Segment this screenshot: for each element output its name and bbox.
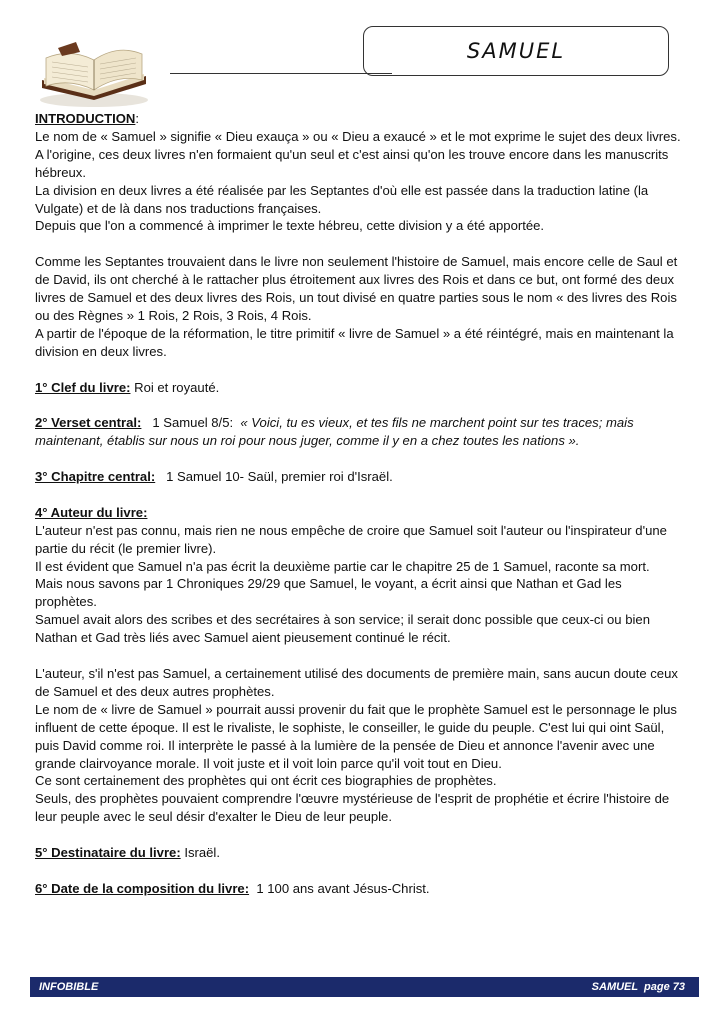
author-paragraph: Le nom de « livre de Samuel » pourrait aussi provenir du fait que le prophète Samuel est le personnage le plus influent de cette époque. Il est le rivaliste, le sophiste, le conseiller, le guide du peuple. C'est lui qui oint Saül, puis David comme roi. Il interprète le passé à la lumière de la pensée de Dieu et annonce l'avenir avec une grande clairvoyance morale. Il voit juste et il voit loin parce qu'il voit tout en Dieu. [35, 701, 677, 771]
section-heading: 6° Date de la composition du livre: [35, 880, 250, 896]
intro-heading-line [35, 110, 687, 128]
page-title: SAMUEL [466, 39, 566, 63]
section-text: 1 Samuel 10- Saül, premier roi d'Israël. [155, 469, 393, 485]
verse-reference: 1 Samuel 8/5: [141, 415, 241, 431]
intro-paragraph: La division en deux livres a été réalisée par les Septantes d'où elle est passée dans la traduction latine (la Vulgate) et de là dans nos traductions françaises. [35, 182, 649, 216]
section-text: 1 100 ans avant Jésus-Christ. [249, 880, 430, 896]
footer-right: SAMUEL page 73 [591, 981, 685, 993]
author-paragraph: L'auteur, s'il n'est pas Samuel, a certainement utilisé des documents de première main, sans aucun doute ceux de Samuel et des deux autres prophètes. [35, 666, 678, 699]
section-heading: 5° Destinataire du livre: [35, 845, 181, 861]
page-footer [30, 977, 699, 997]
document-body [35, 110, 687, 898]
intro-paragraph: A l'origine, ces deux livres n'en formaient qu'un seul et c'est ainsi qu'on les trouve encore dans les manuscrits hébreux. [35, 146, 669, 180]
section-date [35, 880, 687, 898]
section-key [35, 379, 687, 397]
intro-heading-suffix: : [135, 111, 140, 126]
section-heading: 3° Chapitre central: [35, 469, 156, 485]
intro-paragraph: Le nom de « Samuel » signifie « Dieu exauça » ou « Dieu a exaucé » et le mot exprime le sujet des deux livres. [35, 128, 681, 144]
open-book-icon [36, 40, 152, 108]
intro-paragraph: Comme les Septantes trouvaient dans le livre non seulement l'histoire de Samuel, mais encore celle de Saul et de David, ils ont cherché à le rattacher plus étroitement aux livres des Rois et dans ce but, ont formé des deux livres de Samuel et des deux livres des Rois, un tout divisé en quatre parties sous le nom « des livres des Rois ou des Règnes » 1 Rois, 2 Rois, 3 Rois, 4 Rois. [35, 254, 678, 323]
author-paragraph: L'auteur n'est pas connu, mais rien ne nous empêche de croire que Samuel soit l'auteur ou l'inspirateur d'une partie du récit (le premier livre). [35, 522, 667, 556]
intro-heading: INTRODUCTION [35, 111, 136, 126]
intro-paragraph: A partir de l'époque de la réformation, le titre primitif « livre de Samuel » a été réintégré, mais en maintenant la division en deux livres. [35, 325, 674, 359]
section-heading: 2° Verset central: [35, 415, 142, 431]
section-chapter [35, 468, 687, 486]
section-verse [35, 414, 687, 450]
author-paragraph: Seuls, des prophètes pouvaient comprendre l'œuvre mystérieuse de l'esprit de prophétie et écrire l'histoire de leur peuple avec le seul désir d'exalter le Dieu de leur peuple. [35, 791, 670, 825]
section-text: Roi et royauté. [130, 379, 220, 395]
author-paragraph: Samuel avait alors des scribes et des secrétaires à son service; il serait donc possible que ceux-ci ou bien Nathan et Gad très liés avec Samuel aient pieusement continué le récit. [35, 612, 650, 646]
section-text: Israël. [180, 845, 220, 861]
header-rule [170, 73, 392, 74]
verse-quote: « Voici, tu es vieux, et tes fils ne marchent point sur tes traces; mais maintenant, établis sur nous un roi pour nous juger, comme il y en a chez toutes les nations ». [35, 415, 634, 449]
footer-left: INFOBIBLE [39, 981, 99, 993]
section-heading: 4° Auteur du livre: [35, 504, 148, 520]
author-paragraph: Il est évident que Samuel n'a pas écrit la deuxième partie car le chapitre 25 de 1 Samuel, raconte sa mort. [35, 558, 650, 574]
title-box [363, 26, 669, 76]
intro-paragraph: Depuis que l'on a commencé à imprimer le texte hébreu, cette division y a été apportée. [35, 218, 545, 234]
author-paragraph: Ce sont certainement des prophètes qui ont écrit ces biographies de prophètes. [35, 773, 497, 789]
author-paragraph: Mais nous savons par 1 Chroniques 29/29 que Samuel, le voyant, a écrit ainsi que Nathan et Gad les prophètes. [35, 576, 622, 610]
section-heading: 1° Clef du livre: [35, 379, 131, 395]
section-recipient [35, 844, 687, 862]
section-author-heading [35, 504, 687, 522]
